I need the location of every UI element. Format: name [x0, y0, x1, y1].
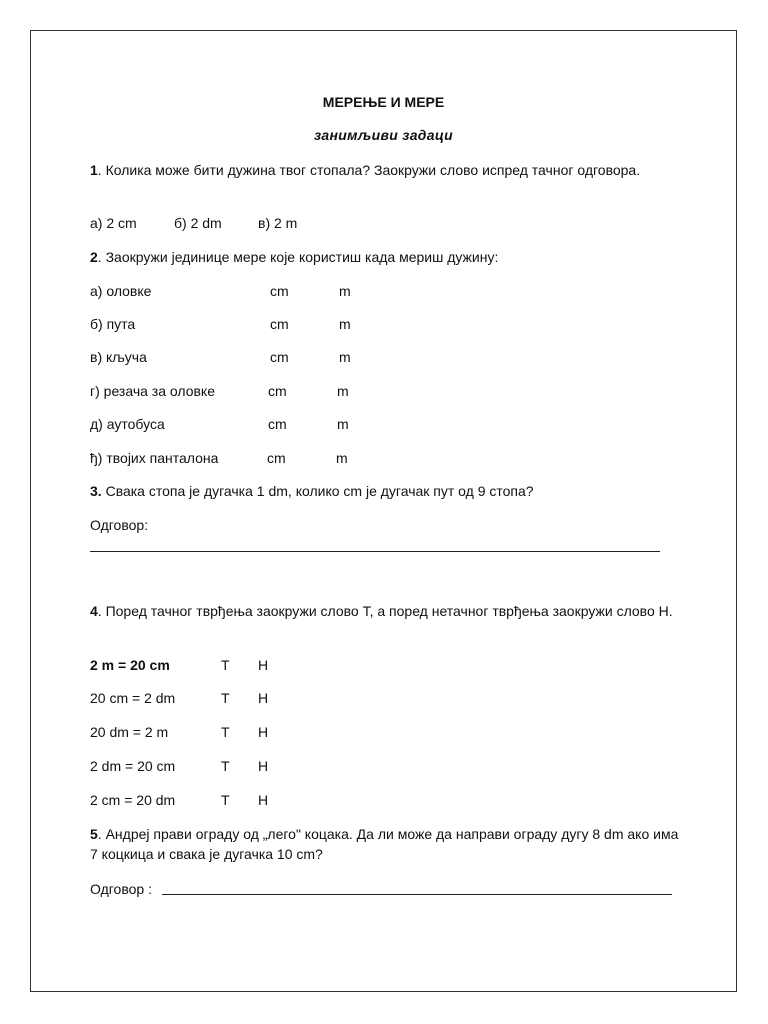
question-4-number: 4: [90, 603, 98, 619]
question-2-text: . Заокружи јединице мере које користиш када мериш дужину:: [97, 249, 499, 265]
q2-row-unit-m: m: [337, 416, 349, 432]
q2-row-label: б) пута: [90, 316, 136, 332]
question-4: [90, 601, 690, 621]
question-1: [90, 160, 680, 180]
question-1-number: 1: [90, 162, 98, 178]
question-5: [90, 824, 690, 864]
question-5-text: . Андреј прави ограду од „лего" коцака. Да ли може да направи ограду дугу 8 dm ако има 7 коцкица и свака је дугачка 10 cm?: [90, 826, 679, 862]
q2-row-unit-m: m: [337, 383, 349, 399]
q4-statement: 20 cm = 2 dm: [90, 690, 176, 706]
q4-option-t: Т: [221, 724, 230, 740]
q2-row-unit-cm: cm: [270, 283, 289, 299]
question-5-number: 5: [90, 826, 98, 842]
q2-row-label: а) оловке: [90, 283, 152, 299]
q4-option-t: Т: [221, 792, 230, 808]
q4-option-h: Н: [258, 690, 269, 706]
q5-answer-line[interactable]: [162, 894, 672, 895]
q2-row-unit-m: m: [339, 349, 351, 365]
q2-row-unit-cm: cm: [270, 316, 289, 332]
q4-statement: 2 m = 20 cm: [90, 657, 170, 673]
q2-row-unit-m: m: [339, 283, 351, 299]
q4-option-h: Н: [258, 657, 269, 673]
q2-row-label: д) аутобуса: [90, 416, 165, 432]
question-4-text: . Поред тачног тврђења заокружи слово Т, а поред нетачног тврђења заокружи слово Н.: [97, 603, 673, 619]
q2-row-unit-cm: cm: [268, 383, 287, 399]
question-2-number: 2: [90, 249, 98, 265]
question-2: [90, 249, 498, 266]
q4-option-h: Н: [258, 792, 269, 808]
q4-option-t: Т: [221, 758, 230, 774]
q3-answer-line[interactable]: [90, 551, 660, 552]
q4-statement: 20 dm = 2 m: [90, 724, 169, 740]
q4-option-h: Н: [258, 724, 269, 740]
q2-row-unit-m: m: [336, 450, 348, 466]
q4-statement: 2 dm = 20 cm: [90, 758, 176, 774]
page-subtitle: занимљиви задаци: [313, 127, 454, 143]
q1-option-b: б) 2 dm: [174, 215, 222, 231]
q2-row-label: г) резача за оловке: [90, 383, 215, 399]
q4-option-h: Н: [258, 758, 269, 774]
worksheet-page: [30, 30, 737, 992]
q4-statement: 2 cm = 20 dm: [90, 792, 176, 808]
q2-row-label: ђ) твојих панталона: [90, 450, 219, 466]
q5-answer-label: Одговор :: [90, 881, 152, 897]
question-3-number: 3.: [90, 483, 102, 499]
question-1-text: . Колика може бити дужина твог стопала? Заокружи слово испред тачног одговора.: [97, 162, 641, 178]
question-3-text: Свака стопа је дугачка 1 dm, колико cm је дугачак пут од 9 стопа?: [101, 483, 534, 499]
q1-option-a: а) 2 cm: [90, 215, 137, 231]
q2-row-label: в) кључа: [90, 349, 147, 365]
page-title: МЕРЕЊЕ И МЕРЕ: [322, 94, 445, 110]
q4-option-t: Т: [221, 657, 230, 673]
q2-row-unit-cm: cm: [268, 416, 287, 432]
question-3: [90, 483, 534, 500]
q2-row-unit-m: m: [339, 316, 351, 332]
q3-answer-label: Одговор:: [90, 517, 149, 533]
q2-row-unit-cm: cm: [270, 349, 289, 365]
q4-option-t: Т: [221, 690, 230, 706]
q2-row-unit-cm: cm: [267, 450, 286, 466]
q1-option-c: в) 2 m: [258, 215, 298, 231]
